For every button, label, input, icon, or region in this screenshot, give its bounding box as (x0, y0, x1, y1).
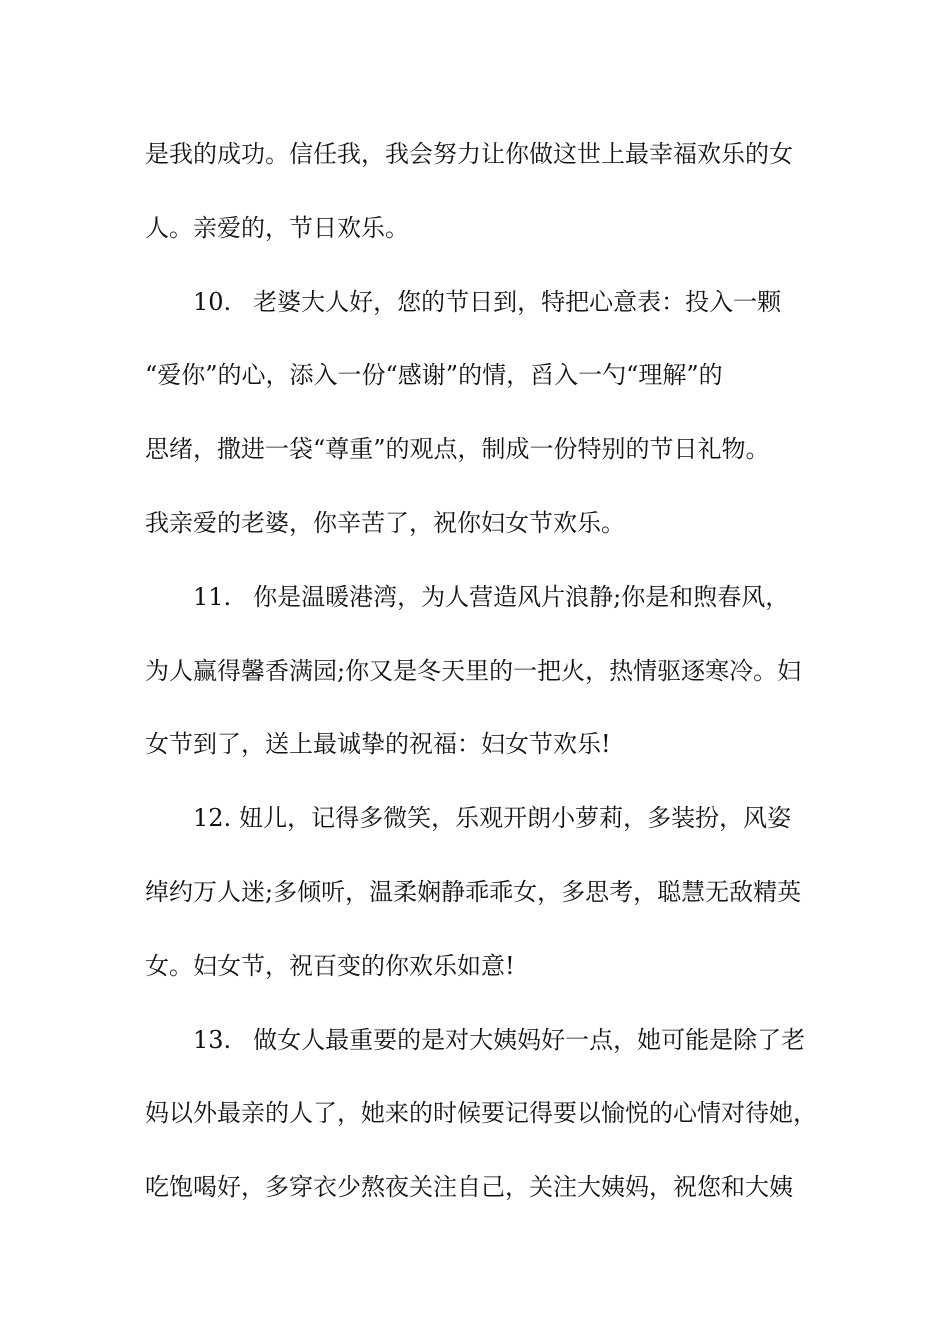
text-line: 妈以外最亲的人了，她来的时候要记得要以愉悦的心情对待她， (145, 1099, 817, 1128)
text-line: 女节到了，送上最诚挚的祝福：妇女节欢乐! (145, 730, 611, 759)
paragraph-9 (145, 128, 825, 276)
text-line: 女。妇女节，祝百变的你欢乐如意! (145, 951, 515, 980)
paragraph-11 (145, 571, 825, 792)
text-line-first (145, 571, 825, 645)
text-line: 绰约万人迷;多倾听，温柔娴静乖乖女，多思考，聪慧无敌精英 (145, 877, 802, 906)
text-line: 吃饱喝好，多穿衣少熬夜关注自己，关注大姨妈，祝您和大姨 (145, 1173, 793, 1202)
paragraph-12 (145, 792, 825, 1013)
paragraph-10 (145, 276, 825, 571)
text-line: 我亲爱的老婆，你辛苦了，祝你妇女节欢乐。 (145, 508, 625, 537)
item-number: 13. (193, 1025, 232, 1054)
text-line: “爱你”的心，添入一份“感谢”的情，舀入一勺“理解”的 (145, 361, 723, 390)
text-line-first (145, 1014, 825, 1088)
document-body (145, 128, 825, 1235)
item-number: 10. (193, 287, 232, 316)
text-line: 思绪，撒进一袋“尊重”的观点，制成一份特别的节日礼物。 (145, 435, 770, 464)
text-line-first (145, 276, 825, 350)
text-run: 妞儿，记得多微笑，乐观开朗小萝莉，多装扮，风姿 (239, 804, 792, 833)
item-number: 12. (193, 804, 232, 833)
text-run: 你是温暖港湾，为人营造风片浪静;你是和煦春风， (253, 582, 790, 611)
text-run: 做女人最重要的是对大姨妈好一点，她可能是除了老 (253, 1025, 806, 1054)
text-line: 是我的成功。信任我，我会努力让你做这世上最幸福欢乐的女 (145, 140, 793, 168)
text-line: 为人赢得馨香满园;你又是冬天里的一把火，热情驱逐寒冷。妇 (145, 656, 802, 685)
paragraph-13 (145, 1014, 825, 1235)
text-run: 老婆大人好，您的节日到，特把心意表：投入一颗 (253, 287, 782, 316)
text-line: 人。亲爱的，节日欢乐。 (145, 213, 409, 242)
text-line-first (145, 792, 825, 866)
item-number: 11. (193, 582, 232, 611)
